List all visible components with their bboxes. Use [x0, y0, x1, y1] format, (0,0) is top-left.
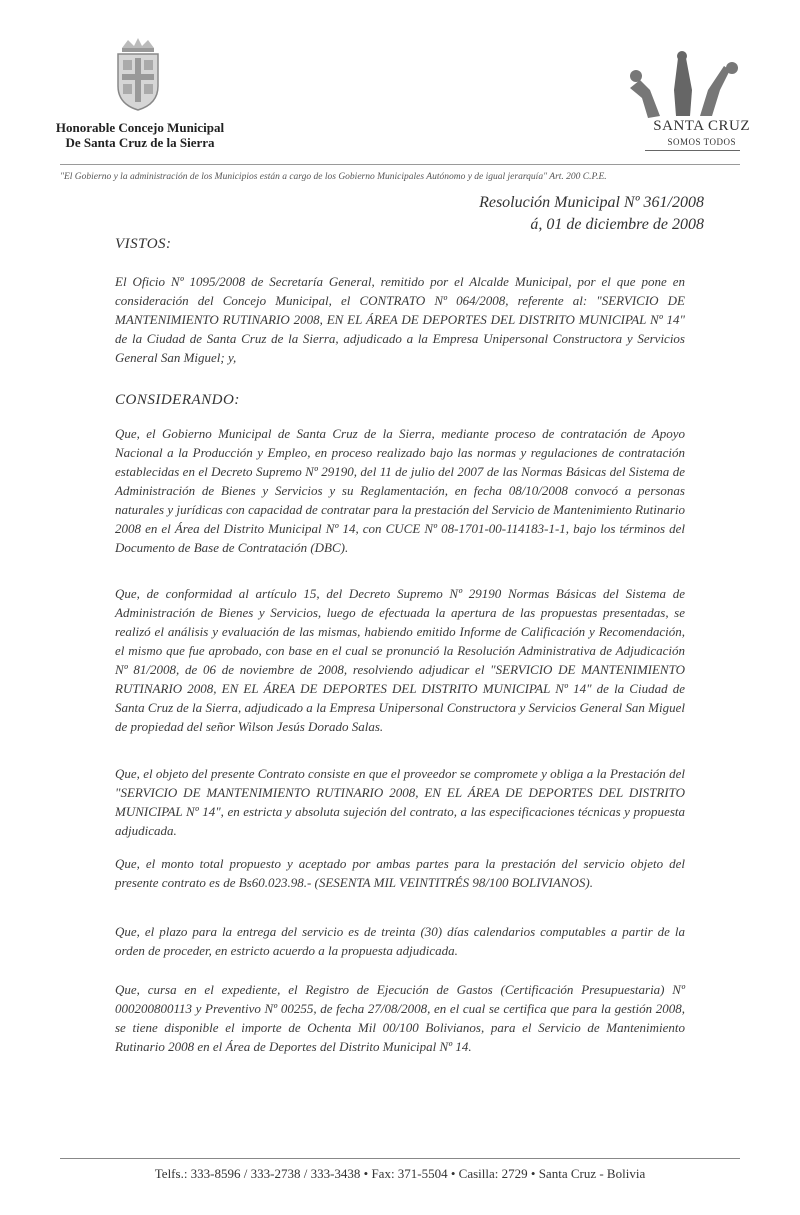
vistos-paragraph: El Oficio Nº 1095/2008 de Secretaría General, remitido por el Alcalde Municipal, por el que pone en consideración del Concejo Municipal, el CONTRATO Nº 064/2008, referente al: "SERVICIO DE MANTENIMIENTO RUTINARIO 2008, EN EL ÁREA DE DEPORTES DEL DISTRITO MUNICIPAL Nº 14" de la Ciudad de Santa Cruz de la Sierra, adjudicado a la Empresa Unipersonal Constructora y Servicios General San Miguel; y,: [115, 274, 685, 365]
resolution-date: á, 01 de diciembre de 2008: [530, 216, 704, 233]
council-name-line2: De Santa Cruz de la Sierra: [65, 135, 215, 150]
constitution-quote: "El Gobierno y la administración de los Municipios están a cargo de los Gobierno Municipales Autónomo y de igual jerarquía" Art. 200 C.P.E.: [60, 172, 607, 182]
vistos-heading: VISTOS:: [115, 236, 172, 252]
considerando-paragraph-4: Que, el monto total propuesto y aceptado por ambas partes para la prestación del servicio objeto del presente contrato es de Bs60.023.98.- (SESENTA MIL VEINTITRÉS 98/100 BOLIVIANOS).: [115, 856, 685, 890]
brand-underline: [645, 150, 740, 151]
municipal-crest-logo: [108, 34, 168, 114]
resolution-number: Resolución Municipal Nº 361/2008: [479, 194, 704, 211]
footer-divider: [60, 1158, 740, 1159]
header-divider: [60, 164, 740, 165]
considerando-paragraph-3: Que, el objeto del presente Contrato consiste en que el proveedor se compromete y obliga a la Prestación del "SERVICIO DE MANTENIMIENTO RUTINARIO 2008, EN EL ÁREA DE DEPORTES DEL DISTRITO MUNICIPAL Nº 14", en estricta y absoluta sujeción del contrato, a las especificaciones técnicas y propuesta adjudicada.: [115, 766, 685, 838]
considerando-paragraph-5: Que, el plazo para la entrega del servicio es de treinta (30) días calendarios computables a partir de la orden de proceder, en estricto acuerdo a la propuesta adjudicada.: [115, 924, 685, 958]
considerando-paragraph-6: Que, cursa en el expediente, el Registro de Ejecución de Gastos (Certificación Presupuestaria) Nº 000200800113 y Preventivo Nº 00255, de fecha 27/08/2008, en el cual se certifica que para la gestión 2008, se tiene disponible el importe de Ochenta Mil 00/100 Bolivianos, para el Servicio de Mantenimiento Rutinario 2008 en el Área de Deportes del Distrito Municipal Nº 14.: [115, 982, 685, 1054]
considerando-paragraph-2: Que, de conformidad al artículo 15, del Decreto Supremo Nº 29190 Normas Básicas del Sistema de Administración de Bienes y Servicios, luego de efectuada la apertura de las propuestas presentadas, se realizó el análisis y evaluación de las mismas, habiendo emitido Informe de Calificación y Recomendación, el mismo que fue aprobado, con base en el cual se pronunció la Resolución Administrativa de Adjudicación Nº 81/2008, de 06 de noviembre de 2008, resolviendo adjudicar el "SERVICIO DE MANTENIMIENTO RUTINARIO 2008, EN EL ÁREA DE DEPORTES DEL DISTRITO MUNICIPAL Nº 14" de la Ciudad de Santa Cruz de la Sierra, adjudicado a la Empresa Unipersonal Constructora y Servicios General San Miguel de propiedad del señor Wilson Jesús Dorado Salas.: [115, 586, 685, 734]
brand-tagline: SOMOS TODOS: [667, 137, 736, 147]
council-name: [40, 120, 240, 150]
considerando-heading: CONSIDERANDO:: [115, 392, 240, 408]
council-name-line1: Honorable Concejo Municipal: [55, 120, 225, 135]
considerando-paragraph-1: Que, el Gobierno Municipal de Santa Cruz de la Sierra, mediante proceso de contratación de Apoyo Nacional a la Producción y Empleo, en proceso realizado bajo las normas y regulaciones de contratación establecidas en el Decreto Supremo Nº 29190, del 11 de julio del 2007 de las Normas Básicas del Sistema de Administración de Bienes y Servicios y su Reglamentación, en fecha 08/10/2008 convocó a personas naturales y jurídicas con capacidad de contratar para la prestación del Servicio de Mantenimiento Rutinario 2008 en el Área del Distrito Municipal Nº 14, con CUCE Nº 08-1701-00-114183-1-1, bajo los términos del Documento de Base de Contratación (DBC).: [115, 426, 685, 555]
brand-name: SANTA CRUZ: [653, 118, 750, 134]
footer-contact: Telfs.: 333-8596 / 333-2738 / 333-3438 • Fax: 371-5504 • Casilla: 2729 • Santa Cruz - Bolivia: [154, 1166, 646, 1181]
